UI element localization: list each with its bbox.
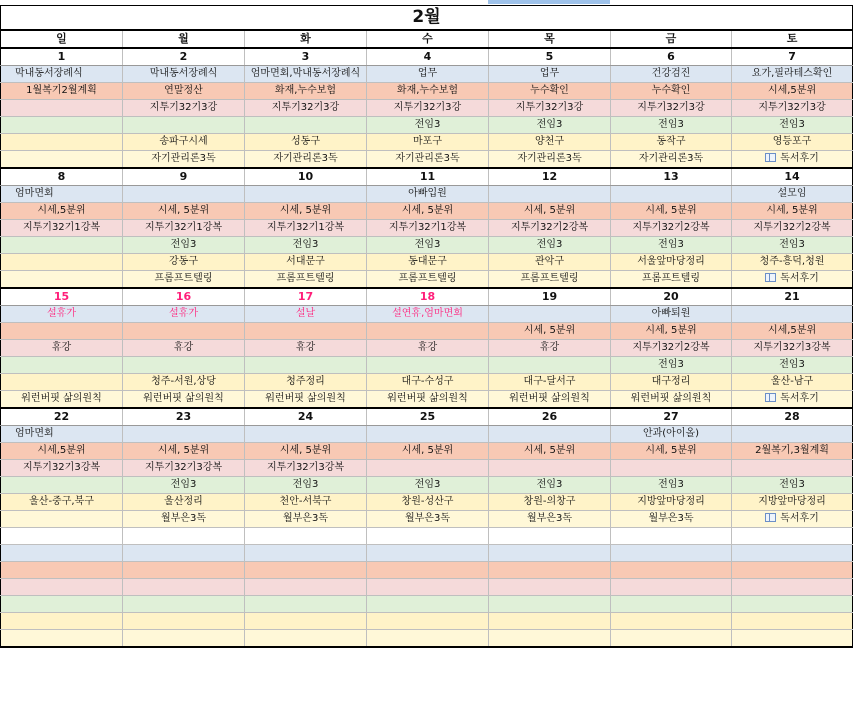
schedule-cell[interactable]: 지투기32기3강복 [123,460,245,477]
schedule-cell[interactable]: 시세, 5분위 [123,203,245,220]
day-number-cell[interactable]: 24 [245,408,367,426]
empty-cell[interactable] [367,630,489,648]
schedule-cell[interactable] [1,151,123,169]
empty-cell[interactable] [611,613,732,630]
schedule-cell[interactable]: 누수확인 [489,83,611,100]
schedule-cell[interactable]: 엄마면회 [1,186,123,203]
day-number-cell[interactable]: 6 [611,48,732,66]
empty-cell[interactable] [732,596,853,613]
schedule-cell[interactable]: 전임3 [611,117,732,134]
schedule-cell[interactable]: 시세, 5분위 [245,443,367,460]
schedule-cell[interactable] [611,186,732,203]
schedule-cell[interactable]: 양천구 [489,134,611,151]
empty-cell[interactable] [245,562,367,579]
schedule-cell[interactable]: 안과(아이올) [611,426,732,443]
schedule-cell[interactable]: 월부은3독 [611,511,732,528]
day-number-cell[interactable]: 10 [245,168,367,186]
book-icon [765,393,776,402]
empty-cell[interactable] [732,613,853,630]
weekday-header-cell[interactable]: 토 [732,30,853,48]
schedule-cell[interactable]: 자기관리론3독 [123,151,245,169]
schedule-cell[interactable]: 시세,5분위 [732,323,853,340]
schedule-cell[interactable] [245,186,367,203]
day-number-cell[interactable]: 12 [489,168,611,186]
schedule-cell[interactable]: 엄마면회,막내동서장례식 [245,66,367,83]
schedule-cell[interactable] [1,117,123,134]
schedule-cell[interactable]: 지투기32기1강복 [245,220,367,237]
schedule-cell[interactable]: 송파구시세 [123,134,245,151]
schedule-cell[interactable]: 지투기32기2강복 [611,340,732,357]
empty-cell[interactable] [1,613,123,630]
schedule-cell[interactable]: 지투기32기2강복 [489,220,611,237]
schedule-cell[interactable]: 설모임 [732,186,853,203]
empty-cell[interactable] [489,545,611,562]
schedule-cell[interactable] [123,186,245,203]
empty-cell[interactable] [489,562,611,579]
schedule-cell[interactable]: 자기관리론3독 [611,151,732,169]
schedule-cell[interactable]: 지투기32기1강복 [1,220,123,237]
day-number-cell[interactable]: 14 [732,168,853,186]
empty-cell[interactable] [367,596,489,613]
empty-cell[interactable] [732,545,853,562]
schedule-cell[interactable]: 시세, 5분위 [489,323,611,340]
schedule-cell[interactable] [1,357,123,374]
weekday-header-cell[interactable]: 화 [245,30,367,48]
empty-cell[interactable] [611,630,732,648]
schedule-cell[interactable] [1,134,123,151]
schedule-cell[interactable]: 전임3 [611,237,732,254]
day-number-cell[interactable]: 19 [489,288,611,306]
schedule-cell[interactable]: 지투기32기3강복 [1,460,123,477]
schedule-cell[interactable] [732,151,853,169]
schedule-cell[interactable]: 시세, 5분위 [367,443,489,460]
schedule-cell[interactable] [732,460,853,477]
empty-cell[interactable] [123,613,245,630]
schedule-cell[interactable] [1,254,123,271]
schedule-cell[interactable]: 시세, 5분위 [123,443,245,460]
schedule-cell[interactable]: 휴강 [489,340,611,357]
schedule-cell[interactable]: 지투기32기3강복 [245,460,367,477]
schedule-cell[interactable] [1,374,123,391]
day-number-cell[interactable]: 11 [367,168,489,186]
schedule-cell[interactable]: 청주-서원,상당 [123,374,245,391]
weekday-header-cell[interactable]: 목 [489,30,611,48]
schedule-cell[interactable]: 시세, 5분위 [489,443,611,460]
schedule-cell[interactable]: 마포구 [367,134,489,151]
schedule-cell[interactable] [367,460,489,477]
schedule-cell[interactable] [245,426,367,443]
schedule-cell[interactable]: 휴강 [367,340,489,357]
schedule-cell[interactable]: 요가,필라테스확인 [732,66,853,83]
schedule-cell[interactable]: 지방앞마당정리 [732,494,853,511]
month-title[interactable]: 2월 [1,6,853,31]
schedule-cell[interactable]: 대구정리 [611,374,732,391]
empty-cell[interactable] [1,545,123,562]
schedule-cell[interactable]: 전임3 [611,477,732,494]
schedule-cell[interactable]: 강동구 [123,254,245,271]
schedule-cell[interactable] [245,117,367,134]
empty-cell[interactable] [732,630,853,648]
schedule-cell[interactable] [489,357,611,374]
selected-column-indicator [488,0,610,4]
schedule-cell[interactable]: 지투기32기3강 [611,100,732,117]
day-number-cell[interactable]: 21 [732,288,853,306]
day-number-cell[interactable]: 25 [367,408,489,426]
schedule-cell[interactable]: 시세, 5분위 [611,203,732,220]
empty-cell[interactable] [489,528,611,545]
schedule-cell[interactable]: 프롬프트텔링 [245,271,367,289]
schedule-cell[interactable]: 서울앞마당정리 [611,254,732,271]
schedule-cell[interactable]: 천안-서북구 [245,494,367,511]
schedule-cell[interactable]: 지투기32기3강복 [732,340,853,357]
day-number-cell[interactable]: 20 [611,288,732,306]
day-number-cell[interactable]: 26 [489,408,611,426]
day-number-cell[interactable]: 28 [732,408,853,426]
empty-cell[interactable] [123,579,245,596]
schedule-cell[interactable]: 2월복기,3월계획 [732,443,853,460]
schedule-cell[interactable]: 설휴가 [123,306,245,323]
schedule-text: 독서후기 [780,273,819,284]
schedule-cell[interactable]: 시세, 5분위 [732,203,853,220]
schedule-cell[interactable]: 동대문구 [367,254,489,271]
day-number-cell[interactable]: 13 [611,168,732,186]
schedule-cell[interactable]: 전임3 [367,117,489,134]
schedule-cell[interactable]: 프롬프트텔링 [489,271,611,289]
schedule-cell[interactable]: 아빠퇴원 [611,306,732,323]
empty-cell[interactable] [245,613,367,630]
schedule-cell[interactable]: 1월복기2월계획 [1,83,123,100]
schedule-cell[interactable]: 건강검진 [611,66,732,83]
schedule-cell[interactable]: 지투기32기2강복 [732,220,853,237]
schedule-cell[interactable]: 성동구 [245,134,367,151]
schedule-cell[interactable]: 엄마면회 [1,426,123,443]
day-number-cell[interactable]: 23 [123,408,245,426]
schedule-cell[interactable]: 워런버핏 삶의원칙 [1,391,123,409]
empty-cell[interactable] [1,630,123,648]
schedule-cell[interactable]: 전임3 [489,237,611,254]
weekday-header-cell[interactable]: 월 [123,30,245,48]
empty-cell[interactable] [245,596,367,613]
schedule-cell[interactable]: 월부은3독 [123,511,245,528]
day-number-cell[interactable]: 2 [123,48,245,66]
empty-cell[interactable] [1,596,123,613]
schedule-cell[interactable] [489,186,611,203]
monthly-calendar-table [0,5,853,648]
schedule-cell[interactable] [367,357,489,374]
empty-cell[interactable] [1,579,123,596]
empty-cell[interactable] [245,579,367,596]
day-number-cell[interactable]: 8 [1,168,123,186]
schedule-cell[interactable]: 화재,누수보험 [245,83,367,100]
schedule-cell[interactable]: 설연휴,엄마면회 [367,306,489,323]
schedule-cell[interactable]: 프롬프트텔링 [123,271,245,289]
schedule-cell[interactable]: 워런버핏 삶의원칙 [489,391,611,409]
empty-cell[interactable] [245,630,367,648]
schedule-text: 독서후기 [780,513,819,524]
day-number-cell[interactable]: 4 [367,48,489,66]
empty-cell[interactable] [367,579,489,596]
schedule-cell[interactable]: 휴강 [123,340,245,357]
schedule-cell[interactable] [489,426,611,443]
schedule-cell[interactable]: 휴강 [1,340,123,357]
empty-cell[interactable] [123,562,245,579]
schedule-cell[interactable]: 워런버핏 삶의원칙 [611,391,732,409]
empty-cell[interactable] [123,630,245,648]
schedule-cell[interactable]: 누수확인 [611,83,732,100]
schedule-cell[interactable]: 울산정리 [123,494,245,511]
schedule-cell[interactable]: 전임3 [123,477,245,494]
schedule-cell[interactable]: 막내동서장례식 [1,66,123,83]
schedule-cell[interactable]: 청주정리 [245,374,367,391]
schedule-cell[interactable]: 지투기32기1강복 [123,220,245,237]
schedule-cell[interactable]: 지투기32기3강 [489,100,611,117]
schedule-cell[interactable] [732,511,853,528]
empty-cell[interactable] [367,528,489,545]
empty-cell[interactable] [732,562,853,579]
empty-cell[interactable] [611,528,732,545]
empty-cell[interactable] [123,545,245,562]
schedule-cell[interactable]: 전임3 [732,477,853,494]
schedule-cell[interactable]: 휴강 [245,340,367,357]
schedule-cell[interactable] [489,460,611,477]
schedule-cell[interactable]: 전임3 [732,117,853,134]
empty-cell[interactable] [123,528,245,545]
schedule-cell[interactable]: 전임3 [123,237,245,254]
day-number-cell[interactable]: 27 [611,408,732,426]
schedule-cell[interactable] [611,460,732,477]
day-number-cell[interactable]: 18 [367,288,489,306]
schedule-cell[interactable]: 전임3 [245,477,367,494]
book-icon [765,153,776,162]
day-number-cell[interactable]: 3 [245,48,367,66]
schedule-cell[interactable]: 서대문구 [245,254,367,271]
empty-cell[interactable] [1,562,123,579]
schedule-cell[interactable]: 지투기32기3강 [367,100,489,117]
schedule-cell[interactable] [1,100,123,117]
schedule-cell[interactable] [245,323,367,340]
empty-cell[interactable] [245,528,367,545]
schedule-cell[interactable]: 전임3 [367,477,489,494]
schedule-cell[interactable] [367,323,489,340]
empty-cell[interactable] [489,596,611,613]
schedule-cell[interactable]: 시세,5분위 [1,443,123,460]
schedule-cell[interactable]: 시세, 5분위 [489,203,611,220]
day-number-cell[interactable]: 22 [1,408,123,426]
weekday-header-cell[interactable]: 일 [1,30,123,48]
schedule-cell[interactable]: 지투기32기3강 [732,100,853,117]
schedule-cell[interactable]: 막내동서장례식 [123,66,245,83]
schedule-cell[interactable]: 청주-흥덕,청원 [732,254,853,271]
schedule-cell[interactable]: 아빠입원 [367,186,489,203]
empty-cell[interactable] [611,596,732,613]
schedule-cell[interactable]: 업무 [489,66,611,83]
schedule-cell[interactable]: 설날 [245,306,367,323]
schedule-cell[interactable] [732,271,853,289]
schedule-cell[interactable] [123,426,245,443]
schedule-cell[interactable] [489,306,611,323]
schedule-cell[interactable]: 전임3 [245,237,367,254]
empty-cell[interactable] [1,528,123,545]
empty-cell[interactable] [489,630,611,648]
schedule-cell[interactable]: 울산-중구,북구 [1,494,123,511]
schedule-cell[interactable] [1,323,123,340]
empty-cell[interactable] [245,545,367,562]
schedule-cell[interactable] [1,271,123,289]
schedule-cell[interactable]: 워런버핏 삶의원칙 [367,391,489,409]
schedule-cell[interactable]: 전임3 [732,237,853,254]
day-number-cell[interactable]: 15 [1,288,123,306]
schedule-cell[interactable]: 워런버핏 삶의원칙 [245,391,367,409]
schedule-cell[interactable] [1,511,123,528]
day-number-cell[interactable]: 9 [123,168,245,186]
schedule-cell[interactable]: 지투기32기2강복 [611,220,732,237]
schedule-cell[interactable]: 창원-의창구 [489,494,611,511]
schedule-cell[interactable] [732,306,853,323]
schedule-cell[interactable] [245,357,367,374]
schedule-cell[interactable]: 전임3 [611,357,732,374]
schedule-cell[interactable]: 월부은3독 [489,511,611,528]
schedule-cell[interactable]: 지투기32기3강 [245,100,367,117]
schedule-cell[interactable]: 워런버핏 삶의원칙 [123,391,245,409]
day-number-cell[interactable]: 7 [732,48,853,66]
schedule-cell[interactable] [732,426,853,443]
day-number-cell[interactable]: 1 [1,48,123,66]
schedule-cell[interactable]: 지방앞마당정리 [611,494,732,511]
schedule-cell[interactable]: 시세, 5분위 [611,443,732,460]
schedule-cell[interactable]: 시세,5분위 [1,203,123,220]
empty-cell[interactable] [732,528,853,545]
empty-cell[interactable] [611,562,732,579]
weekday-header-cell[interactable]: 수 [367,30,489,48]
schedule-cell[interactable]: 대구-달서구 [489,374,611,391]
schedule-cell[interactable] [123,323,245,340]
schedule-cell[interactable]: 동작구 [611,134,732,151]
schedule-cell[interactable] [367,426,489,443]
schedule-cell[interactable]: 지투기32기1강복 [367,220,489,237]
schedule-text: 독서후기 [780,393,819,404]
schedule-cell[interactable]: 대구-수성구 [367,374,489,391]
schedule-cell[interactable]: 관악구 [489,254,611,271]
schedule-cell[interactable] [732,391,853,409]
empty-cell[interactable] [489,613,611,630]
schedule-cell[interactable]: 전임3 [367,237,489,254]
schedule-cell[interactable] [1,237,123,254]
schedule-cell[interactable]: 창원-성산구 [367,494,489,511]
schedule-cell[interactable]: 자기관리론3독 [245,151,367,169]
day-number-cell[interactable]: 5 [489,48,611,66]
schedule-cell[interactable]: 시세, 5분위 [611,323,732,340]
schedule-cell[interactable]: 프롬프트텔링 [367,271,489,289]
empty-cell[interactable] [732,579,853,596]
weekday-header-cell[interactable]: 금 [611,30,732,48]
schedule-cell[interactable]: 시세,5분위 [732,83,853,100]
empty-cell[interactable] [123,596,245,613]
schedule-cell[interactable]: 전임3 [732,357,853,374]
schedule-cell[interactable]: 전임3 [489,117,611,134]
schedule-cell[interactable]: 영등포구 [732,134,853,151]
schedule-cell[interactable]: 화재,누수보험 [367,83,489,100]
empty-cell[interactable] [367,545,489,562]
schedule-cell[interactable]: 시세, 5분위 [245,203,367,220]
schedule-cell[interactable]: 자기관리론3독 [367,151,489,169]
schedule-cell[interactable] [123,117,245,134]
empty-cell[interactable] [367,613,489,630]
schedule-cell[interactable]: 월부은3독 [245,511,367,528]
schedule-cell[interactable]: 울산-남구 [732,374,853,391]
empty-cell[interactable] [611,545,732,562]
schedule-cell[interactable]: 자기관리론3독 [489,151,611,169]
schedule-cell[interactable] [123,357,245,374]
schedule-cell[interactable]: 연말정산 [123,83,245,100]
day-number-cell[interactable]: 17 [245,288,367,306]
schedule-cell[interactable]: 전임3 [489,477,611,494]
empty-cell[interactable] [367,562,489,579]
empty-cell[interactable] [489,579,611,596]
schedule-cell[interactable]: 월부은3독 [367,511,489,528]
book-icon [765,513,776,522]
schedule-cell[interactable] [1,477,123,494]
day-number-cell[interactable]: 16 [123,288,245,306]
schedule-cell[interactable]: 프롬프트텔링 [611,271,732,289]
schedule-cell[interactable]: 설휴가 [1,306,123,323]
book-icon [765,273,776,282]
schedule-cell[interactable]: 시세, 5분위 [367,203,489,220]
schedule-text: 독서후기 [780,153,819,164]
empty-cell[interactable] [611,579,732,596]
schedule-cell[interactable]: 지투기32기3강 [123,100,245,117]
schedule-cell[interactable]: 업무 [367,66,489,83]
